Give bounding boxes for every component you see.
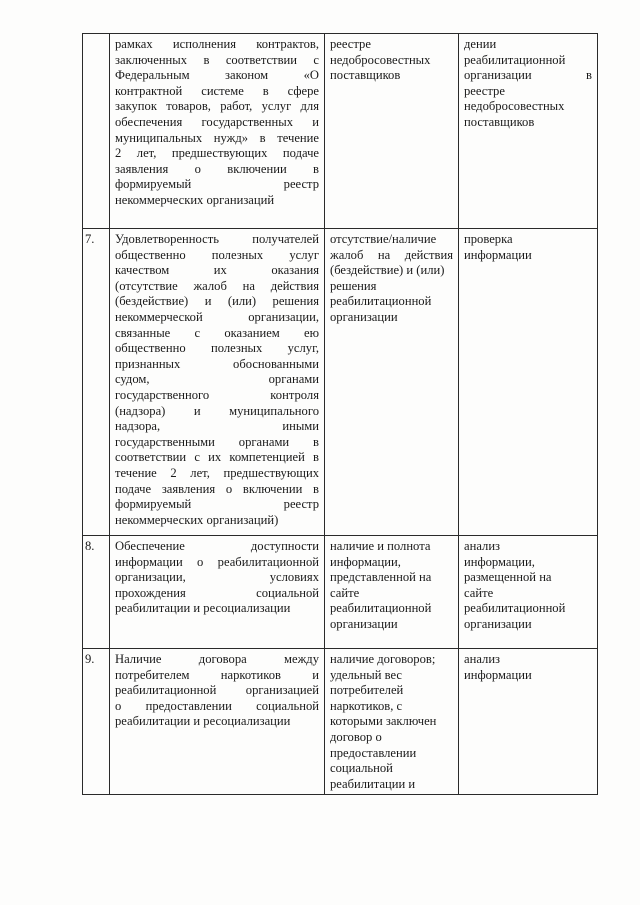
criterion-cell-line: закупок товаров, работ, услуг для [115,99,319,114]
criterion-cell-line: муниципальных нужд» в течение [115,130,319,145]
table-row [83,649,598,795]
method-cell-line: реабилитационной [464,52,566,67]
indicator-cell-line: договор о [330,729,382,744]
method-cell-line: размещенной на [464,570,552,585]
method-cell [459,229,598,536]
indicator-cell-line: удельный вес [330,667,402,682]
criterion-cell-line: реабилитации и ресоциализации [115,714,291,729]
criterion-cell-line: течение 2 лет, предшествующих [115,465,319,480]
indicator-cell-line: наличие договоров; [330,652,436,666]
criterion-cell-line: некоммерческих организаций [115,192,275,207]
indicator-cell-line: предоставлении [330,745,417,760]
criterion-cell-line: некоммерческих организаций) [115,512,279,527]
criterion-cell-line: рамках исполнения контрактов, [115,37,319,51]
criterion-cell-line: (бездействие) и (или) решения [115,294,319,309]
criterion-cell-line: формируемый реестр [115,497,319,512]
indicator-cell [325,229,459,536]
method-cell-line: информации [464,247,532,262]
indicator-cell-line: потребителей [330,683,404,698]
criterion-cell-line: Обеспечение доступности [115,539,319,553]
method-cell-line: недобросовестных [464,99,565,114]
indicator-cell-line: поставщиков [330,68,401,83]
row-number: 7. [83,229,110,536]
method-cell-line: информации, [464,554,535,569]
criterion-cell-line: Удовлетворенность получателей [115,232,319,246]
indicator-cell [325,649,459,795]
criterion-cell-line: общественно полезных услуг [115,247,319,262]
criterion-cell-line: государственного контроля [115,387,319,402]
criterion-cell-line: информации о реабилитационной [115,554,319,569]
criterion-cell-line: о предоставлении социальной [115,698,319,713]
row-number: 9. [83,649,110,795]
row-number [83,34,110,229]
table-row [83,34,598,229]
indicator-cell-line: представленной на [330,570,432,585]
criterion-cell-line: соответствии с их компетенцией в [115,450,319,465]
indicator-cell-line: которыми заключен [330,714,437,729]
indicator-cell-line: реабилитационной [330,601,432,616]
indicator-cell-line: (бездействие) и (или) [330,263,445,278]
indicator-cell-line: наркотиков, с [330,698,403,713]
criterion-cell [110,34,325,229]
criterion-cell [110,536,325,649]
criterion-cell-line: потребителем наркотиков и [115,667,319,682]
indicator-cell-line: решения [330,278,377,293]
method-cell-line: анализ [464,539,501,553]
row-number: 8. [83,536,110,649]
method-cell [459,649,598,795]
criterion-cell-line: (отсутствие жалоб на действия [115,278,319,293]
criterion-cell-line: признанных обоснованными [115,356,319,371]
table-row [83,229,598,536]
method-cell [459,34,598,229]
indicator-cell-line: организации [330,309,398,324]
criterion-cell-line: надзора, иными [115,419,319,434]
indicator-cell-line: информации, [330,554,401,569]
method-cell-line: сайте [464,585,494,600]
criterion-cell-line: заключенных в соответствии с [115,52,319,67]
indicator-cell [325,536,459,649]
indicator-cell-line: организации [330,616,398,631]
criterion-cell-line: (надзора) и муниципального [115,403,319,418]
table-row [83,536,598,649]
method-cell-line: реабилитационной [464,601,566,616]
method-cell [459,536,598,649]
criterion-cell-line: реабилитации и ресоциализации [115,601,291,616]
indicator-cell-line: сайте [330,585,360,600]
criterion-cell-line: обеспечения государственных и [115,114,319,129]
criterion-cell-line: прохождения социальной [115,585,319,600]
criterion-cell-line: формируемый реестр [115,177,319,192]
method-cell-line: проверка [464,232,513,246]
indicator-cell-line: реестре [330,37,371,51]
method-cell-line: организации [464,616,532,631]
criterion-cell-line: организации, условиях [115,570,319,585]
method-cell-line: информации [464,667,532,682]
criteria-table [82,33,598,795]
criterion-cell-line: Наличие договора между [115,652,319,666]
indicator-cell-line: реабилитационной [330,294,432,309]
criterion-cell-line: общественно полезных услуг, [115,341,319,356]
indicator-cell-line: социальной [330,761,393,776]
method-cell-line: реестре [464,83,505,98]
indicator-cell-line: отсутствие/наличие [330,232,437,246]
criterion-cell-line: некоммерческой организации, [115,309,319,324]
method-cell-line: анализ [464,652,501,666]
criterion-cell-line: связанные с оказанием ею [115,325,319,340]
criterion-cell-line: реабилитационной организацией [115,683,319,698]
indicator-cell-line: наличие и полнота [330,539,431,553]
criterion-cell-line: 2 лет, предшествующих подаче [115,146,319,161]
method-cell-line: организации в [464,68,592,83]
criterion-cell-line: контрактной системе в сфере [115,83,319,98]
method-cell-line: дении [464,37,497,51]
criterion-cell [110,649,325,795]
criterion-cell [110,229,325,536]
indicator-cell [325,34,459,229]
criterion-cell-line: подаче заявления о включении в [115,481,319,496]
criterion-cell-line: качеством их оказания [115,263,319,278]
indicator-cell-line: недобросовестных [330,52,431,67]
indicator-cell-line: жалоб на действия [330,247,453,262]
criterion-cell-line: заявления о включении в [115,161,319,176]
criteria-table-body [83,34,598,795]
criterion-cell-line: государственными органами в [115,434,319,449]
method-cell-line: поставщиков [464,114,535,129]
indicator-cell-line: реабилитации и [330,776,416,791]
criterion-cell-line: Федеральным законом «О [115,68,319,83]
criterion-cell-line: судом, органами [115,372,319,387]
